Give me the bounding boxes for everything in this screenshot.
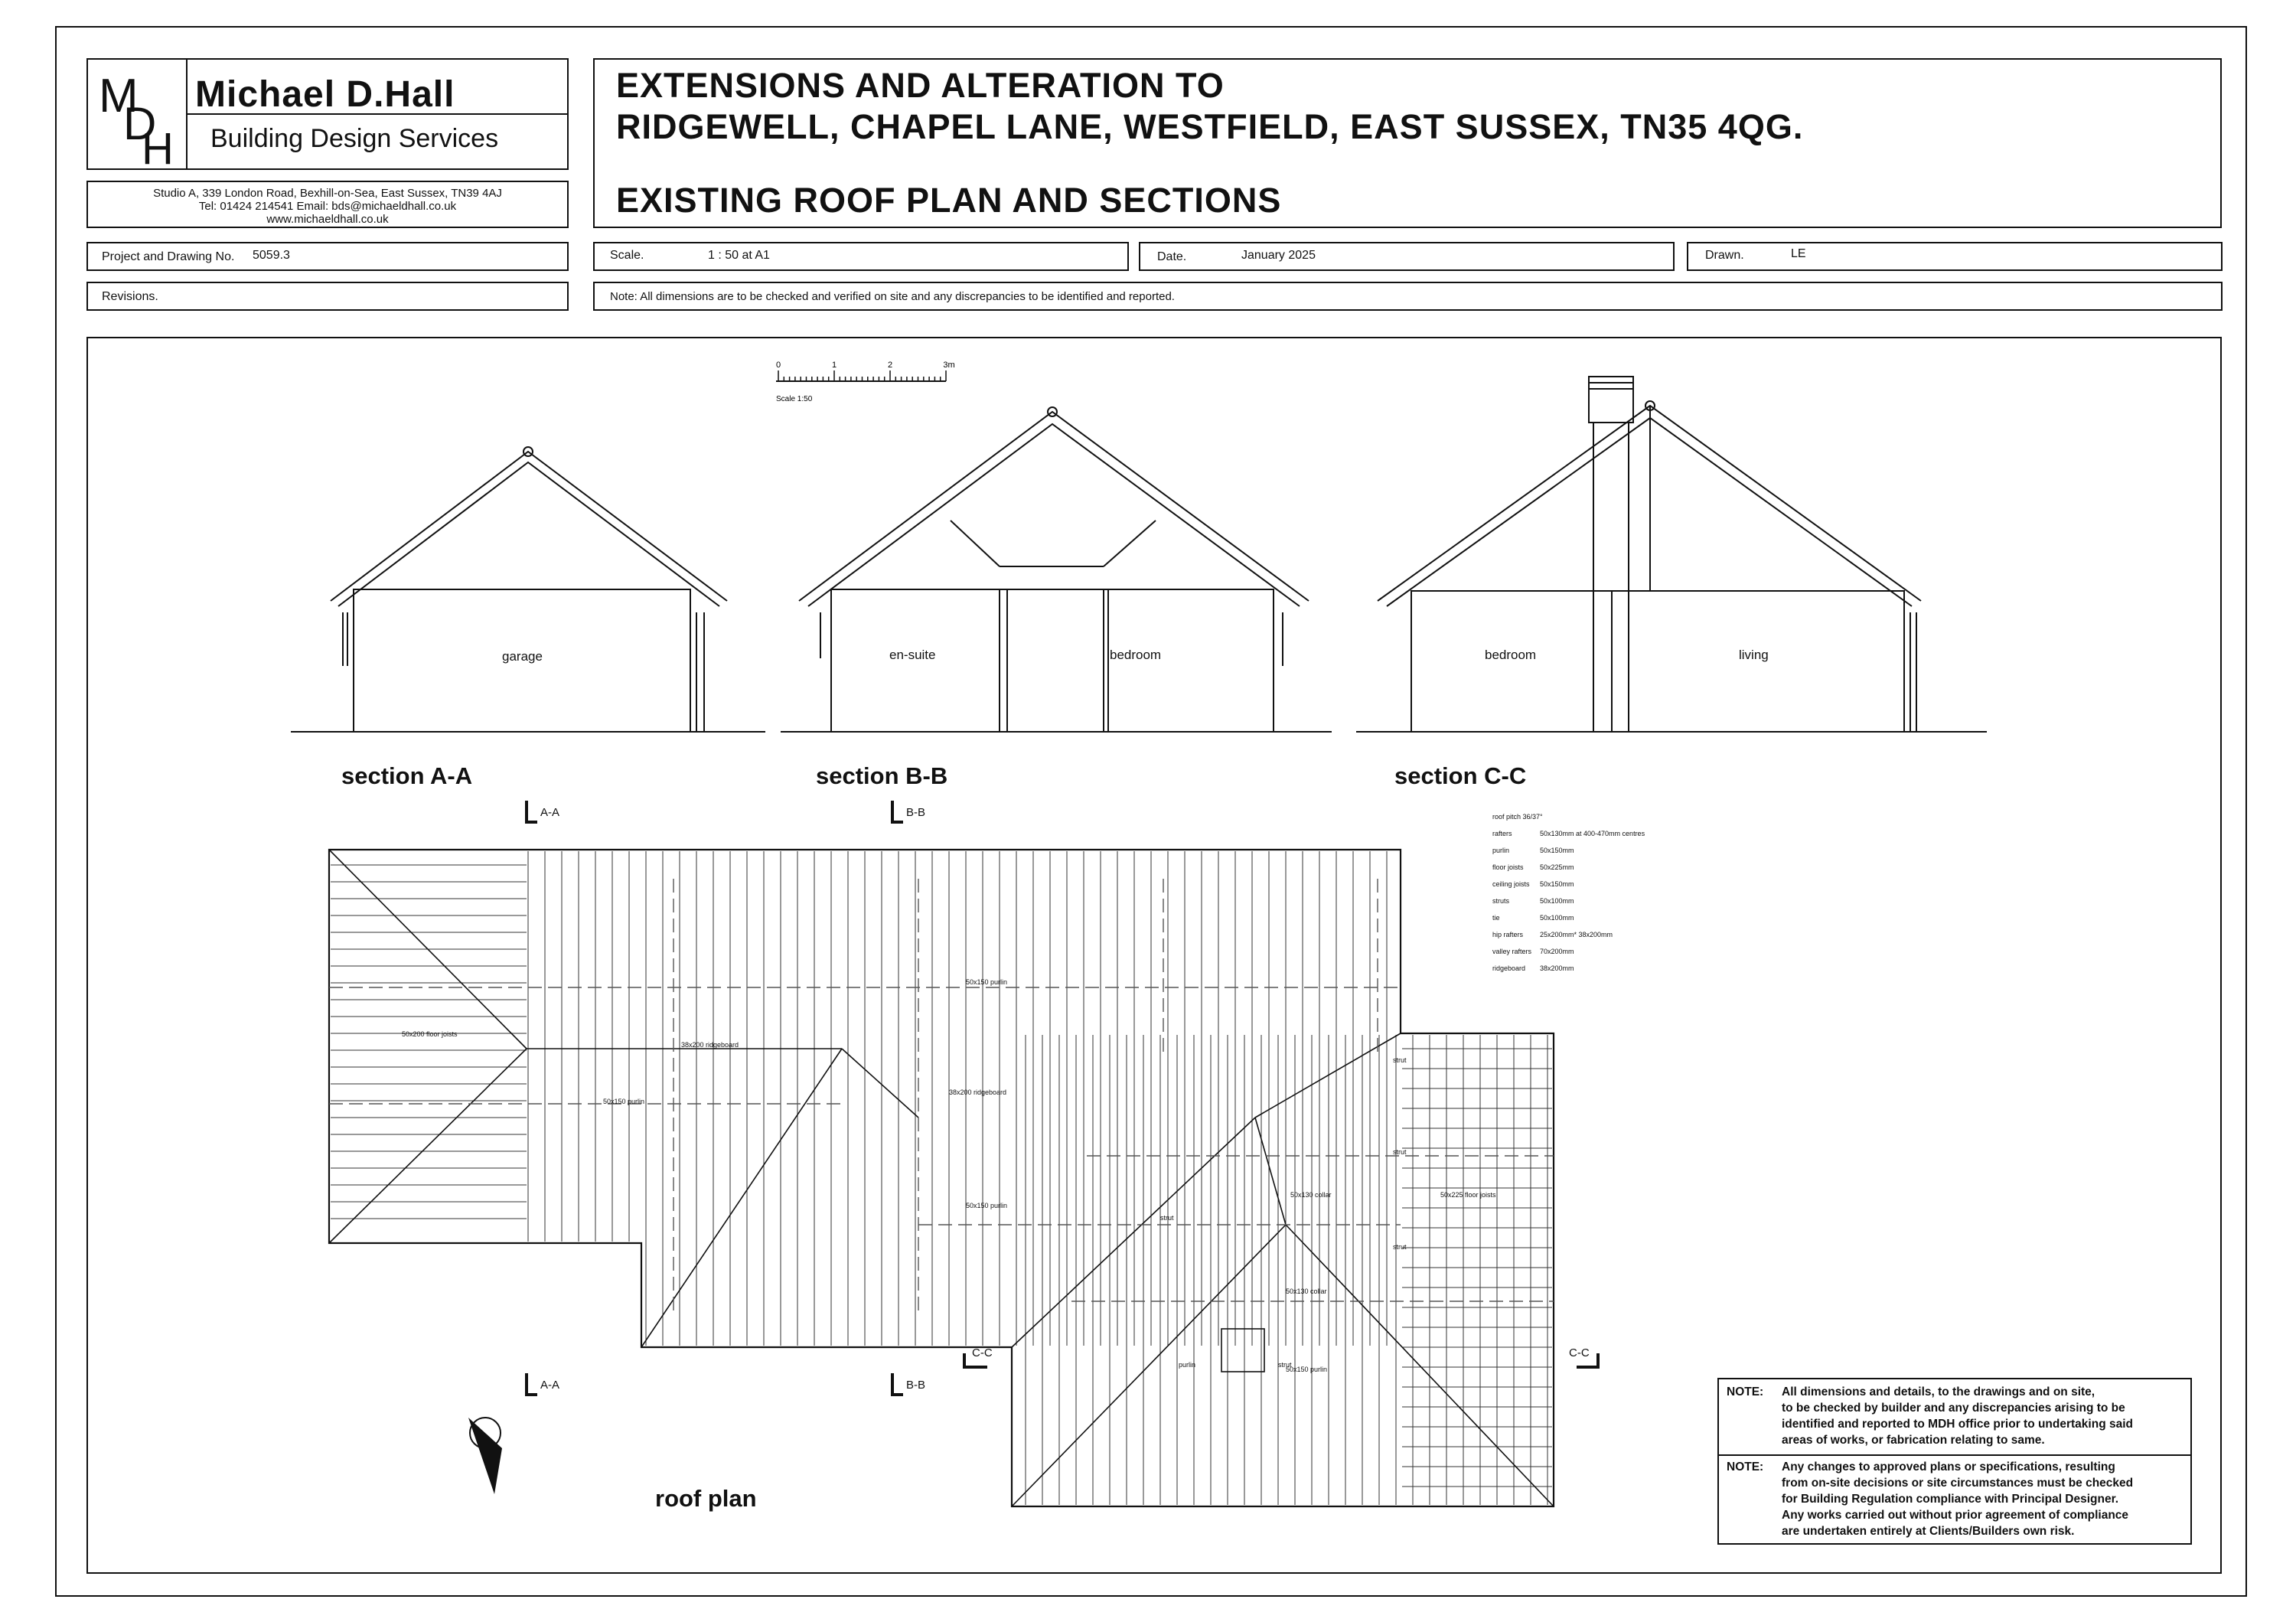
section-b-title: section B-B <box>816 762 948 789</box>
roof-plan-title: roof plan <box>655 1485 757 1512</box>
label-purlin-1: 50x150 purlin <box>603 1098 645 1105</box>
note-2-line-4: Any works carried out without prior agreement of compliance <box>1782 1509 2129 1522</box>
scale-tick-0: 0 <box>775 361 781 370</box>
note-2-label: NOTE: <box>1727 1460 1764 1474</box>
project-label: Project and Drawing No. <box>102 250 235 263</box>
legend-item: struts <box>1492 897 1510 905</box>
label-strut-5: strut <box>1278 1361 1292 1369</box>
note-2-line-2: from on-site decisions or site circumstances must be checked <box>1782 1477 2134 1490</box>
marker-aa-top-label: A-A <box>540 806 560 819</box>
label-purlin-2: 50x150 purlin <box>966 978 1008 986</box>
scale-label: Scale. <box>610 249 644 262</box>
note-1-line-2: to be checked by builder and any discrepancies arising to be <box>1782 1402 2125 1415</box>
label-collar-1: 50x130 collar <box>1290 1191 1332 1199</box>
contact-phone-email: Tel: 01424 214541 Email: bds@michaeldhall.co.uk <box>198 200 457 213</box>
company-subtitle: Building Design Services <box>210 124 499 153</box>
legend-value: 70x200mm <box>1540 948 1574 955</box>
room-bedroom-b: bedroom <box>1110 648 1162 662</box>
note-1-line-4: areas of works, or fabrication relating to same. <box>1782 1434 2045 1447</box>
section-c-title: section C-C <box>1394 762 1527 789</box>
contact-website[interactable]: www.michaeldhall.co.uk <box>266 213 389 226</box>
label-floor-joists-225: 50x225 floor joists <box>1440 1191 1496 1199</box>
note-2-line-1: Any changes to approved plans or specifications, resulting <box>1782 1460 2115 1474</box>
date-value: January 2025 <box>1241 249 1316 262</box>
drawing-title: EXISTING ROOF PLAN AND SECTIONS <box>616 181 1282 220</box>
room-en-suite: en-suite <box>889 648 936 662</box>
scale-tick-3: 3m <box>943 361 955 370</box>
label-strut-2: strut <box>1393 1056 1407 1064</box>
marker-aa-bottom-label: A-A <box>540 1379 560 1392</box>
label-strut-3: strut <box>1393 1148 1407 1156</box>
legend-item: purlin <box>1492 847 1510 854</box>
scale-caption: Scale 1:50 <box>776 395 813 403</box>
project-value: 5059.3 <box>253 249 290 262</box>
revisions-label: Revisions. <box>102 290 158 303</box>
scale-tick-2: 2 <box>887 361 893 370</box>
title-line2: RIDGEWELL, CHAPEL LANE, WESTFIELD, EAST SUSSEX, TN35 4QG. <box>616 107 1804 146</box>
legend-value: 50x150mm <box>1540 847 1574 854</box>
legend-item: roof pitch 36/37° <box>1492 813 1543 821</box>
scale-value: 1 : 50 at A1 <box>708 249 770 262</box>
legend-item: tie <box>1492 914 1500 922</box>
legend-value: 50x100mm <box>1540 897 1574 905</box>
label-collar-2: 50x130 collar <box>1286 1287 1327 1295</box>
drawn-value: LE <box>1791 247 1806 260</box>
drawn-label: Drawn. <box>1705 249 1744 262</box>
legend-item: rafters <box>1492 830 1512 837</box>
hip-rafter-3 <box>842 1049 918 1118</box>
legend-item: hip rafters <box>1492 931 1524 938</box>
legend-item: ridgeboard <box>1492 964 1526 972</box>
note-1-line-3: identified and reported to MDH office prior to undertaking said <box>1782 1418 2133 1431</box>
logo-letter-m: M <box>99 70 139 122</box>
specification-legend <box>1492 813 1707 989</box>
logo-letter-h: H <box>142 124 174 165</box>
label-ridgeboard-1: 38x200 ridgeboard <box>681 1041 739 1049</box>
legend-value: 50x130mm at 400-470mm centres <box>1540 830 1645 837</box>
legend-value: 38x200mm <box>1540 964 1574 972</box>
note-1-label: NOTE: <box>1727 1385 1764 1398</box>
note-1-text <box>1782 1384 2133 1448</box>
room-living: living <box>1739 648 1769 662</box>
company-name: Michael D.Hall <box>195 74 455 115</box>
legend-value: 50x100mm <box>1540 914 1574 922</box>
rafter-lines <box>331 851 1552 1505</box>
note-2-line-5: are undertaken entirely at Clients/Builders own risk. <box>1782 1525 2075 1538</box>
valley-rafter-1 <box>641 1049 842 1347</box>
north-arrow-pointer <box>468 1418 502 1494</box>
label-purlin-3: 50x150 purlin <box>966 1202 1008 1209</box>
ridge-line-2 <box>1255 1118 1286 1225</box>
room-bedroom-c: bedroom <box>1485 648 1537 662</box>
label-ridgeboard-2: 38x200 ridgeboard <box>949 1088 1007 1096</box>
section-a-title: section A-A <box>341 762 473 789</box>
legend-value: 50x150mm <box>1540 880 1574 888</box>
label-strut-1: strut <box>1160 1214 1174 1222</box>
note-2-line-3: for Building Regulation compliance with Principal Designer. <box>1782 1493 2119 1506</box>
marker-cc-left-label: C-C <box>972 1346 993 1359</box>
scale-tick-1: 1 <box>831 361 837 370</box>
legend-value: 25x200mm* 38x200mm <box>1540 931 1613 938</box>
notes-box <box>1717 1378 2192 1545</box>
legend-item: valley rafters <box>1492 948 1532 955</box>
date-label: Date. <box>1157 250 1187 263</box>
legend-item: ceiling joists <box>1492 880 1530 888</box>
title-line1: EXTENSIONS AND ALTERATION TO <box>616 66 1225 105</box>
notes-divider <box>1719 1454 2190 1456</box>
label-purlin-5: purlin <box>1179 1361 1196 1369</box>
marker-bb-top-label: B-B <box>906 806 926 819</box>
room-garage: garage <box>502 649 543 664</box>
marker-bb-bottom-label: B-B <box>906 1379 926 1392</box>
legend-item: floor joists <box>1492 863 1524 871</box>
dimension-note: Note: All dimensions are to be checked and verified on site and any discrepancies to be identified and reported. <box>610 290 1175 303</box>
hip-rafter-2 <box>329 1049 527 1243</box>
label-floor-joists-200: 50x200 floor joists <box>402 1030 458 1038</box>
logo-letter-d: D <box>123 98 157 149</box>
legend-value: 50x225mm <box>1540 863 1574 871</box>
note-1-line-1: All dimensions and details, to the drawings and on site, <box>1782 1385 2095 1398</box>
north-arrow <box>468 1418 502 1494</box>
contact-address: Studio A, 339 London Road, Bexhill-on-Sea, East Sussex, TN39 4AJ <box>153 187 502 200</box>
marker-cc-right-label: C-C <box>1569 1346 1590 1359</box>
note-2-text <box>1782 1459 2133 1539</box>
label-strut-4: strut <box>1393 1243 1407 1251</box>
label-purlin-4: 50x150 purlin <box>1286 1366 1328 1373</box>
